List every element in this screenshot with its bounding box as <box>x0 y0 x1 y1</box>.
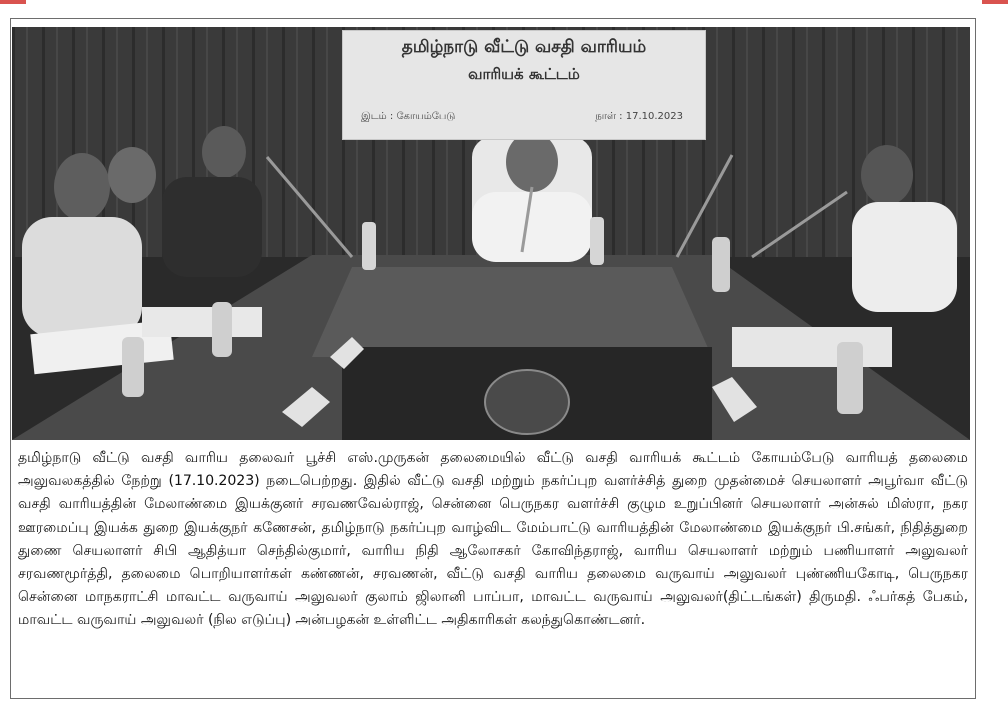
meeting-banner <box>342 30 706 140</box>
corner-accent-right <box>982 0 1008 4</box>
banner-date: நாள் : 17.10.2023 <box>595 111 683 122</box>
banner-title: தமிழ்நாடு வீட்டு வசதி வாரியம் <box>401 37 647 57</box>
news-caption: தமிழ்நாடு வீட்டு வசதி வாரிய தலைவர் பூச்சி எஸ்.முருகன் தலைமையில் வீட்டு வசதி வாரியக் கூட்டம் கோயம்பேடு வாரியத் தலைமை அலுவலகத்தில் நேற்று (17.10.2023) நடைபெற்றது. இதில் வீட்டு வசதி மற்றும் நகர்ப்புற வளர்ச்சித் துறை முதன்மைச் செயலாளர் அபூர்வா வீட்டு வசதி வாரியத்தின் மேலாண்மை இயக்குனர் சரவணவேல்ராஜ், சென்னை பெருநகர வளர்ச்சி குழும உறுப்பினர் செயலாளர் அன்சுல் மிஸ்ரா, நகர ஊரமைப்பு இயக்க துறை இயக்குநர் கணேசன், தமிழ்நாடு நகர்ப்புற வாழ்விட மேம்பாட்டு வாரியத்தின் மேலாண்மை இயக்குநர் பி.சங்கர், நிதித்துறை துணை செயலாளர் சிபி ஆதித்யா செந்தில்குமார், வாரிய நிதி ஆலோசகர் கோவிந்தராஜ், வாரிய செயலாளர் மற்றும் பணியாளர் அலுவலர் சரவணமூர்த்தி, தலைமை பொறியாளர்கள் கண்ணன், சரவணன், வீட்டு வசதி வாரிய தலைமை வருவாய் அலுவலர் புண்ணியகோடி, பெருநகர சென்னை மாநகராட்சி மாவட்ட வருவாய் அலுவலர் குலாம் ஜிலானி பாப்பா, மாவட்ட வருவாய் அலுவலர்(திட்டங்கள்) திருமதி. ஃபர்கத் பேகம், மாவட்ட வருவாய் அலுவலர் (நில எடுப்பு) அன்பழகன் உள்ளிட்ட அதிகாரிகள் கலந்துகொண்டனர். <box>18 450 968 629</box>
corner-accent-left <box>0 0 26 4</box>
banner-subtitle: வாரியக் கூட்டம் <box>468 65 580 83</box>
banner-venue: இடம் : கோயம்பேடு <box>361 111 456 122</box>
